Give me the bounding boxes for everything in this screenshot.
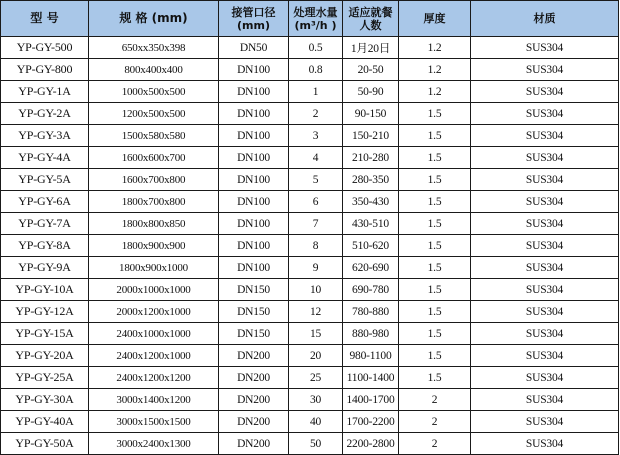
cell-pipe-diameter: DN100 [219,235,289,257]
table-row [1,411,619,433]
cell-material: SUS304 [471,191,619,213]
cell-model: YP-GY-30A [1,389,89,411]
cell-material: SUS304 [471,433,619,455]
cell-water-flow: 6 [289,191,343,213]
header-diners [343,1,399,37]
cell-pipe-diameter: DN200 [219,411,289,433]
cell-spec: 1600x700x800 [89,169,219,191]
cell-thickness: 2 [399,433,471,455]
cell-model: YP-GY-12A [1,301,89,323]
cell-diners: 1月20日 [343,37,399,59]
table-body [1,37,619,455]
cell-diners: 1100-1400 [343,367,399,389]
table-row [1,323,619,345]
table-row [1,37,619,59]
cell-material: SUS304 [471,59,619,81]
cell-diners: 690-780 [343,279,399,301]
header-pipe-line1: 接管口径 [231,5,276,19]
cell-spec: 2000x1200x1000 [89,301,219,323]
cell-material: SUS304 [471,37,619,59]
header-model: 型 号 [1,1,89,37]
table-row [1,389,619,411]
cell-diners: 430-510 [343,213,399,235]
cell-material: SUS304 [471,81,619,103]
cell-spec: 3000x1500x1500 [89,411,219,433]
cell-spec: 1800x900x900 [89,235,219,257]
header-diners-line2: 人数 [359,18,382,32]
cell-pipe-diameter: DN100 [219,81,289,103]
cell-spec: 3000x1400x1200 [89,389,219,411]
cell-water-flow: 3 [289,125,343,147]
header-water-flow [289,1,343,37]
cell-model: YP-GY-10A [1,279,89,301]
cell-spec: 1000x500x500 [89,81,219,103]
cell-model: YP-GY-8A [1,235,89,257]
cell-spec: 2400x1000x1000 [89,323,219,345]
cell-pipe-diameter: DN200 [219,433,289,455]
cell-thickness: 1.5 [399,323,471,345]
cell-thickness: 1.2 [399,59,471,81]
cell-diners: 350-430 [343,191,399,213]
cell-water-flow: 12 [289,301,343,323]
cell-spec: 800x400x400 [89,59,219,81]
cell-water-flow: 15 [289,323,343,345]
cell-material: SUS304 [471,301,619,323]
cell-pipe-diameter: DN100 [219,125,289,147]
cell-model: YP-GY-800 [1,59,89,81]
table-row [1,59,619,81]
cell-pipe-diameter: DN100 [219,213,289,235]
header-row [1,1,619,37]
cell-thickness: 1.5 [399,367,471,389]
header-material: 材质 [471,1,619,37]
cell-thickness: 1.2 [399,37,471,59]
table-row [1,235,619,257]
cell-material: SUS304 [471,279,619,301]
cell-diners: 20-50 [343,59,399,81]
cell-water-flow: 0.8 [289,59,343,81]
cell-diners: 2200-2800 [343,433,399,455]
cell-model: YP-GY-40A [1,411,89,433]
cell-model: YP-GY-1A [1,81,89,103]
cell-pipe-diameter: DN100 [219,169,289,191]
cell-diners: 150-210 [343,125,399,147]
cell-material: SUS304 [471,103,619,125]
cell-pipe-diameter: DN100 [219,147,289,169]
cell-model: YP-GY-9A [1,257,89,279]
cell-thickness: 1.5 [399,279,471,301]
cell-thickness: 1.5 [399,301,471,323]
header-water-line1: 处理水量 [293,5,338,19]
cell-water-flow: 20 [289,345,343,367]
cell-spec: 2000x1000x1000 [89,279,219,301]
cell-pipe-diameter: DN150 [219,301,289,323]
table-row [1,191,619,213]
cell-diners: 90-150 [343,103,399,125]
cell-pipe-diameter: DN150 [219,323,289,345]
cell-water-flow: 7 [289,213,343,235]
header-spec: 规 格 (mm) [89,1,219,37]
cell-pipe-diameter: DN50 [219,37,289,59]
header-water-line2: (m³/h ) [294,18,337,32]
cell-material: SUS304 [471,235,619,257]
cell-model: YP-GY-6A [1,191,89,213]
cell-thickness: 1.5 [399,345,471,367]
cell-pipe-diameter: DN100 [219,191,289,213]
cell-water-flow: 9 [289,257,343,279]
cell-model: YP-GY-3A [1,125,89,147]
cell-model: YP-GY-50A [1,433,89,455]
cell-spec: 650xx350x398 [89,37,219,59]
cell-diners: 1700-2200 [343,411,399,433]
cell-thickness: 2 [399,411,471,433]
table-row [1,213,619,235]
cell-material: SUS304 [471,389,619,411]
cell-model: YP-GY-7A [1,213,89,235]
cell-thickness: 1.5 [399,147,471,169]
cell-diners: 50-90 [343,81,399,103]
cell-thickness: 2 [399,389,471,411]
cell-diners: 620-690 [343,257,399,279]
cell-water-flow: 1 [289,81,343,103]
cell-thickness: 1.2 [399,81,471,103]
table-row [1,279,619,301]
cell-thickness: 1.5 [399,103,471,125]
cell-material: SUS304 [471,345,619,367]
table-row [1,367,619,389]
cell-model: YP-GY-20A [1,345,89,367]
cell-spec: 1500x580x580 [89,125,219,147]
header-thickness: 厚度 [399,1,471,37]
cell-spec: 1800x900x1000 [89,257,219,279]
cell-diners: 780-880 [343,301,399,323]
cell-pipe-diameter: DN200 [219,389,289,411]
cell-model: YP-GY-25A [1,367,89,389]
header-pipe-line2: (mm) [237,18,270,32]
header-pipe-diameter [219,1,289,37]
cell-water-flow: 30 [289,389,343,411]
cell-water-flow: 40 [289,411,343,433]
table-row [1,301,619,323]
table-row [1,103,619,125]
table-row [1,169,619,191]
cell-pipe-diameter: DN150 [219,279,289,301]
cell-model: YP-GY-4A [1,147,89,169]
cell-water-flow: 0.5 [289,37,343,59]
table-row [1,257,619,279]
cell-diners: 510-620 [343,235,399,257]
cell-water-flow: 5 [289,169,343,191]
table-row [1,81,619,103]
cell-spec: 1800x700x800 [89,191,219,213]
cell-pipe-diameter: DN100 [219,257,289,279]
cell-material: SUS304 [471,169,619,191]
cell-material: SUS304 [471,257,619,279]
cell-thickness: 1.5 [399,169,471,191]
cell-water-flow: 8 [289,235,343,257]
cell-material: SUS304 [471,411,619,433]
cell-material: SUS304 [471,125,619,147]
cell-pipe-diameter: DN100 [219,59,289,81]
cell-spec: 1800x800x850 [89,213,219,235]
cell-water-flow: 2 [289,103,343,125]
cell-model: YP-GY-500 [1,37,89,59]
table-row [1,345,619,367]
cell-diners: 1400-1700 [343,389,399,411]
cell-water-flow: 25 [289,367,343,389]
cell-spec: 2400x1200x1200 [89,367,219,389]
cell-thickness: 1.5 [399,257,471,279]
cell-water-flow: 4 [289,147,343,169]
table-header [1,1,619,37]
cell-diners: 980-1100 [343,345,399,367]
cell-diners: 280-350 [343,169,399,191]
cell-thickness: 1.5 [399,125,471,147]
cell-material: SUS304 [471,367,619,389]
cell-spec: 1600x600x700 [89,147,219,169]
cell-material: SUS304 [471,213,619,235]
cell-thickness: 1.5 [399,191,471,213]
cell-spec: 2400x1200x1000 [89,345,219,367]
cell-pipe-diameter: DN100 [219,103,289,125]
cell-diners: 210-280 [343,147,399,169]
cell-thickness: 1.5 [399,213,471,235]
cell-water-flow: 10 [289,279,343,301]
cell-model: YP-GY-2A [1,103,89,125]
cell-material: SUS304 [471,147,619,169]
cell-diners: 880-980 [343,323,399,345]
cell-water-flow: 50 [289,433,343,455]
cell-pipe-diameter: DN200 [219,345,289,367]
cell-model: YP-GY-5A [1,169,89,191]
table-row [1,147,619,169]
cell-thickness: 1.5 [399,235,471,257]
cell-material: SUS304 [471,323,619,345]
cell-model: YP-GY-15A [1,323,89,345]
table-row [1,433,619,455]
cell-pipe-diameter: DN200 [219,367,289,389]
cell-spec: 3000x2400x1300 [89,433,219,455]
header-diners-line1: 适应就餐 [348,5,393,19]
cell-spec: 1200x500x500 [89,103,219,125]
table-row [1,125,619,147]
